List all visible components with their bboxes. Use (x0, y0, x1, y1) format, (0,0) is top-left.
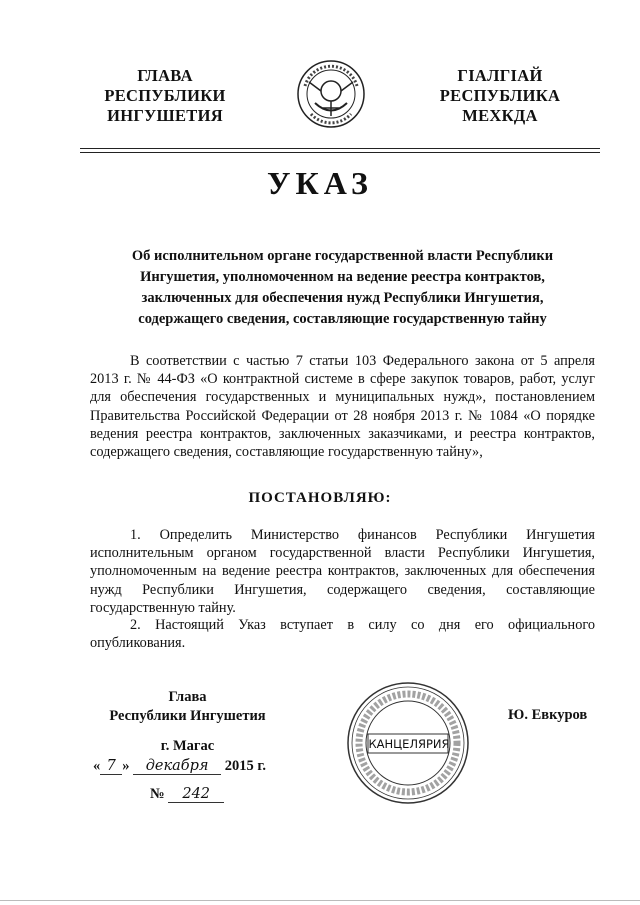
header-right (430, 66, 570, 126)
header-left (100, 66, 230, 126)
decree-number-value: 242 (168, 786, 224, 803)
document-title: УКАЗ (267, 165, 373, 201)
header-divider-bottom (80, 152, 600, 153)
signatory-position-line-1: Глава (168, 689, 207, 705)
subject-line-1: Об исполнительном органе государственной власти Республики (131, 248, 554, 264)
decree-word: ПОСТАНОВЛЯЮ: (248, 490, 392, 506)
place-of-signing: г. Магас (160, 738, 215, 754)
subject-line-3: заключенных для обеспечения нужд Республики Ингушетия, (141, 290, 544, 306)
coat-of-arms-emblem-icon (295, 58, 367, 130)
header-right-line-2: РЕСПУБЛИКА (439, 86, 561, 105)
date-close-quote: » (122, 758, 130, 774)
signatory-position-line-2: Республики Ингушетия (109, 708, 266, 724)
date-month: декабря (133, 758, 221, 775)
date-year: 2015 г. (224, 758, 266, 774)
decree-number-prefix: № (150, 786, 165, 802)
signatory-name: Ю. Евкуров (508, 707, 588, 723)
header-right-line-3: МЕХКДА (462, 106, 538, 125)
header-left-line-1: ГЛАВА (137, 66, 193, 85)
header-right-line-1: ГIАЛГIАЙ (457, 66, 543, 85)
signatory-position (100, 688, 275, 726)
date-day: 7 (100, 758, 122, 775)
subject-line-4: содержащего сведения, составляющие государственную тайну (138, 311, 547, 327)
subject-line-2: Ингушетия, уполномоченном на ведение реестра контрактов, (140, 269, 545, 285)
header-divider-top (80, 148, 600, 149)
header-left-line-2: РЕСПУБЛИКИ (104, 86, 226, 105)
decree-subject (90, 246, 595, 330)
decree-item-1: 1. Определить Министерство финансов Республики Ингушетия исполнительным органом государственной власти Республики Ингушетия, уполномоченным на ведение реестра контрактов, заключенных для обеспечения нужд Республики Ингушетия, содержащего сведения, составляющие государственную тайну. (90, 527, 595, 616)
scan-edge-line (0, 900, 640, 901)
decree-number (150, 786, 224, 803)
decree-item-2: 2. Настоящий Указ вступает в силу со дня его официального опубликования. (90, 617, 595, 652)
signing-date (93, 758, 266, 775)
stamp-center-text: КАНЦЕЛЯРИЯ (368, 737, 450, 751)
header-left-line-3: ИНГУШЕТИЯ (107, 106, 223, 125)
date-open-quote: « (93, 758, 101, 774)
preamble-paragraph: В соответствии с частью 7 статьи 103 Федерального закона от 5 апреля 2013 г. № 44-ФЗ «О контрактной системе в сфере закупок товаров, работ, услуг для обеспечения государственных и муниципальных нужд», постановлением Правительства Российской Федерации от 28 ноября 2013 г. № 1084 «О порядке ведения реестра контрактов, заключенных заказчиками, и реестра контрактов, содержащего сведения, составляющие государственную тайну», (90, 353, 595, 461)
